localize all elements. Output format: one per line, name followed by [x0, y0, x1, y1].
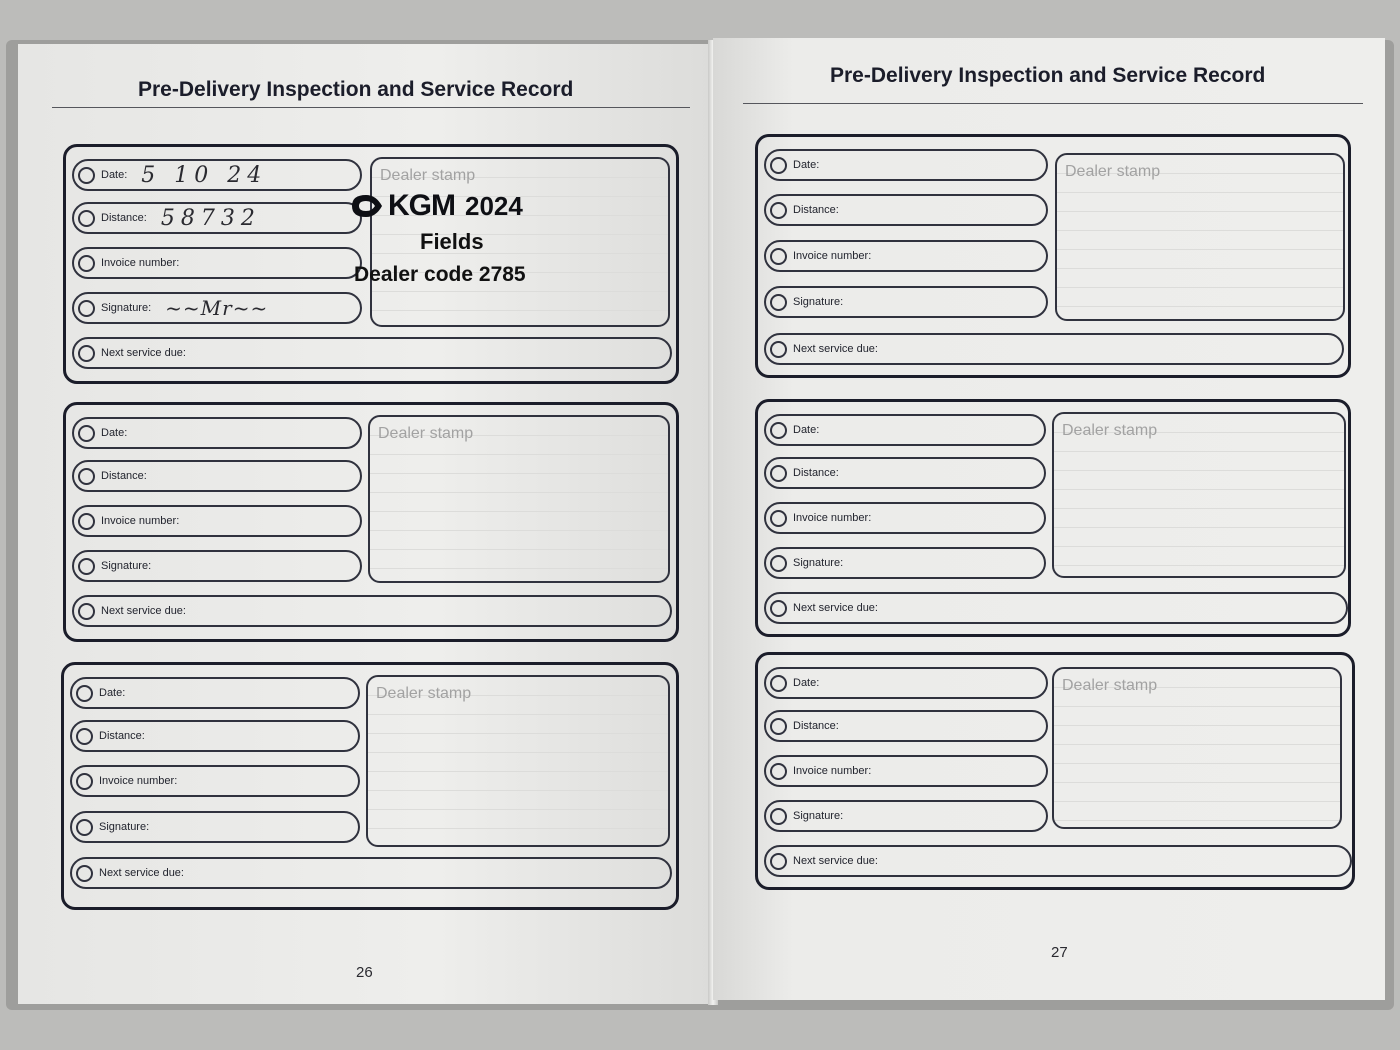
dealer-ink-stamp: [346, 189, 616, 287]
next-service-due-field[interactable]: Next service due:: [72, 337, 672, 369]
service-record-4: [755, 134, 1351, 378]
distance-field[interactable]: Distance:: [764, 457, 1046, 489]
title-divider: [52, 107, 690, 108]
field-bullet-icon: [770, 763, 787, 780]
signature-field[interactable]: Signature:: [72, 550, 362, 582]
distance-field[interactable]: Distance:: [764, 710, 1048, 742]
title-divider: [743, 103, 1363, 104]
field-bullet-icon: [78, 513, 95, 530]
stamp-placeholder-label: Dealer stamp: [1062, 422, 1158, 439]
field-bullet-icon: [76, 728, 93, 745]
signature-field[interactable]: Signature: ~~Mr~~: [72, 292, 362, 324]
field-bullet-icon: [770, 202, 787, 219]
field-bullet-icon: [78, 300, 95, 317]
next-service-due-field[interactable]: Next service due:: [764, 333, 1344, 365]
invoice-number-field[interactable]: Invoice number:: [72, 247, 362, 279]
field-bullet-icon: [770, 341, 787, 358]
stamp-brand: KGM: [388, 189, 455, 222]
field-bullet-icon: [770, 675, 787, 692]
signature-field[interactable]: Signature:: [764, 800, 1048, 832]
invoice-number-field[interactable]: Invoice number:: [70, 765, 360, 797]
date-field[interactable]: Date:: [72, 417, 362, 449]
invoice-number-field[interactable]: Invoice number:: [72, 505, 362, 537]
kgm-logo-icon: [346, 191, 386, 221]
stamp-placeholder-label: Dealer stamp: [378, 425, 474, 442]
dealer-stamp-box: [368, 415, 670, 583]
field-bullet-icon: [770, 465, 787, 482]
distance-field[interactable]: Distance:: [764, 194, 1048, 226]
field-bullet-icon: [78, 255, 95, 272]
stamp-year: 2024: [465, 190, 523, 221]
next-service-due-field[interactable]: Next service due:: [764, 592, 1348, 624]
distance-field[interactable]: Distance:: [70, 720, 360, 752]
dealer-stamp-box: [1052, 667, 1342, 829]
field-bullet-icon: [770, 718, 787, 735]
field-bullet-icon: [78, 210, 95, 227]
field-bullet-icon: [78, 603, 95, 620]
field-bullet-icon: [770, 808, 787, 825]
field-bullet-icon: [78, 425, 95, 442]
dealer-stamp-box: [1055, 153, 1345, 321]
date-field[interactable]: Date: 5 10 24: [72, 159, 362, 191]
field-bullet-icon: [770, 248, 787, 265]
field-bullet-icon: [76, 685, 93, 702]
field-bullet-icon: [770, 157, 787, 174]
handwritten-distance: 58732: [160, 205, 261, 231]
invoice-number-field[interactable]: Invoice number:: [764, 755, 1048, 787]
stamp-dealer-name: Fields: [420, 229, 484, 254]
field-bullet-icon: [76, 773, 93, 790]
field-bullet-icon: [770, 600, 787, 617]
service-record-2: [63, 402, 679, 642]
service-record-6: [755, 652, 1355, 890]
service-record-1: [63, 144, 679, 384]
dealer-stamp-box: [354, 157, 670, 327]
stamp-dealer-code: Dealer code 2785: [354, 263, 526, 286]
field-bullet-icon: [770, 555, 787, 572]
stamp-placeholder-label: Dealer stamp: [1062, 677, 1158, 694]
right-page: [713, 38, 1385, 1000]
invoice-number-field[interactable]: Invoice number:: [764, 502, 1046, 534]
dealer-stamp-box: [366, 675, 670, 847]
handwritten-date: 5 10 24: [141, 162, 268, 188]
distance-field[interactable]: Distance:: [72, 460, 362, 492]
field-bullet-icon: [78, 468, 95, 485]
field-bullet-icon: [76, 819, 93, 836]
stamp-placeholder-label: Dealer stamp: [376, 685, 472, 702]
stamp-placeholder-label: Dealer stamp: [380, 167, 476, 184]
left-page: [18, 44, 713, 1004]
field-bullet-icon: [76, 865, 93, 882]
stamp-placeholder-label: Dealer stamp: [1065, 163, 1161, 180]
field-bullet-icon: [770, 853, 787, 870]
signature-field[interactable]: Signature:: [764, 286, 1048, 318]
date-field[interactable]: Date:: [764, 414, 1046, 446]
invoice-number-field[interactable]: Invoice number:: [764, 240, 1048, 272]
field-bullet-icon: [770, 422, 787, 439]
field-bullet-icon: [770, 510, 787, 527]
distance-field[interactable]: Distance: 58732: [72, 202, 362, 234]
page-title: Pre-Delivery Inspection and Service Record: [830, 64, 1266, 87]
signature-field[interactable]: Signature:: [764, 547, 1046, 579]
signature-field[interactable]: Signature:: [70, 811, 360, 843]
handwritten-signature: ~~Mr~~: [165, 296, 269, 320]
page-title: Pre-Delivery Inspection and Service Record: [138, 78, 574, 101]
next-service-due-field[interactable]: Next service due:: [72, 595, 672, 627]
field-bullet-icon: [78, 345, 95, 362]
service-record-5: [755, 399, 1351, 637]
dealer-stamp-box: [1052, 412, 1346, 578]
date-field[interactable]: Date:: [764, 667, 1048, 699]
date-field[interactable]: Date:: [764, 149, 1048, 181]
next-service-due-field[interactable]: Next service due:: [70, 857, 672, 889]
page-number: 27: [1051, 944, 1068, 961]
field-bullet-icon: [78, 167, 95, 184]
date-field[interactable]: Date:: [70, 677, 360, 709]
page-number: 26: [356, 964, 373, 981]
next-service-due-field[interactable]: Next service due:: [764, 845, 1352, 877]
service-record-3: [61, 662, 679, 910]
field-bullet-icon: [78, 558, 95, 575]
field-bullet-icon: [770, 294, 787, 311]
